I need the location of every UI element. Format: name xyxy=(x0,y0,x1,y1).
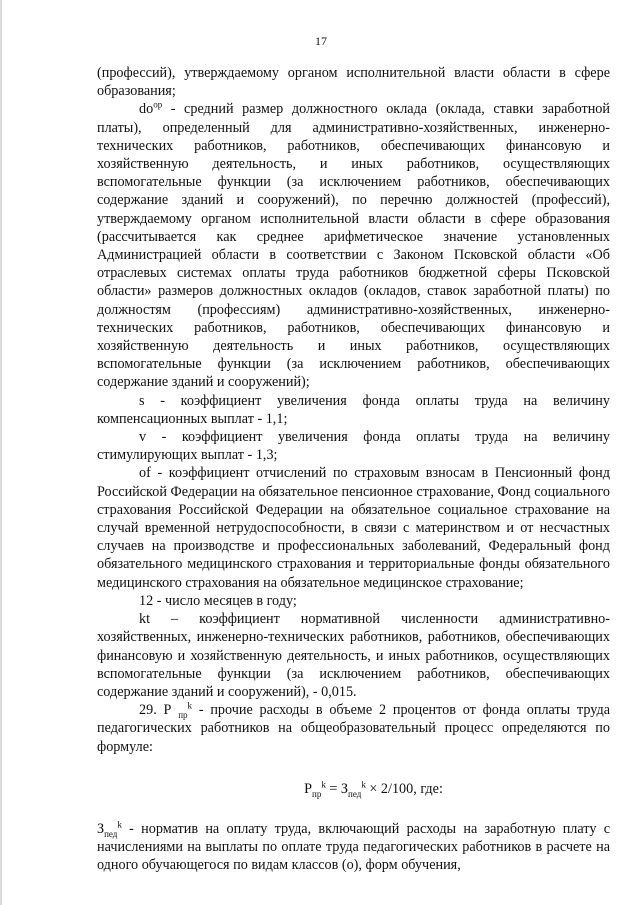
paragraph-text: s - коэффициент увеличения фонда оплаты труда на величину компенсационных выплат - 1,1; xyxy=(97,392,610,427)
paragraph-v xyxy=(97,428,610,464)
paragraph-s xyxy=(97,392,610,428)
paragraph-kt xyxy=(97,610,610,701)
paragraph-text: v - коэффициент увеличения фонда оплаты труда на величину стимулирующих выплат - 1,3; xyxy=(97,429,610,464)
page-number: 17 xyxy=(315,34,327,48)
formula-lhs-superscript: k xyxy=(321,778,326,789)
symbol-z: З xyxy=(97,820,105,837)
symbol-do: do xyxy=(139,101,154,118)
formula-eq: = З xyxy=(325,780,349,797)
symbol-z-superscript: k xyxy=(117,819,122,830)
formula-rhs-superscript: k xyxy=(361,778,366,789)
paragraph-text: - прочие расходы в объеме 2 процентов от фонда оплаты труда педагогических работников на общеобразовательный процесс определяются по формуле: xyxy=(97,702,610,755)
formula-rhs-subscript: пед xyxy=(348,788,362,799)
symbol-do-superscript: op xyxy=(153,99,163,110)
paragraph-text: of - коэффициент отчислений по страховым взносам в Пенсионный фонд Российской Федерации на обязательное пенсионное страхование, Фонд социального страхования Российской Федерации на обязательное социальное страхование на случай временной нетрудоспособности, в связи с материнством и от несчастных случаев на производстве и профессиональных заболеваний, Федеральный фонд обязательного медицинского страхования и территориальные фонды обязательного медицинского страхования на обязательное медицинское страхование; xyxy=(97,465,610,591)
symbol-subscript: пр xyxy=(178,709,188,720)
paragraph-29 xyxy=(97,701,610,756)
paragraph-z-ped xyxy=(97,820,610,875)
document-body xyxy=(97,64,610,875)
paragraph-prefix: 29. Р xyxy=(139,702,179,719)
paragraph-text: - средний размер должностного оклада (оклада, ставки заработной платы), определенный для административно-хозяйственных, инженерно-технических работников, работников, обеспечивающих финансовую и хозяйственную деятельность, и иных работников, осуществляющих вспомогательные функции (за исключением работников, обеспечивающих содержание зданий и сооружений), по перечню должностей (профессий), утверждаемому органом исполнительной власти области в сфере образования (рассчитывается как среднее арифметическое значение установленных Администрацией области в соответствии с Законом Псковской области «Об отраслевых системах оплаты труда работников бюджетной сферы Псковской области» размеров должностных окладов (окладов, ставок заработной платы) по должностям (профессиям) административно-хозяйственных, инженерно-технических работников, работников, обеспечивающих финансовую и хозяйственную деятельность и иных работников, осуществляющих вспомогательные функции (за исключением работников, обеспечивающих содержание зданий и сооружений); xyxy=(97,101,610,391)
paragraph-continuation xyxy=(97,64,610,100)
paragraph-12 xyxy=(97,592,610,610)
formula xyxy=(97,780,610,798)
symbol-superscript: k xyxy=(187,700,193,711)
formula-lhs-subscript: пр xyxy=(312,788,322,799)
symbol-z-subscript: пед xyxy=(104,828,118,839)
paragraph-text: kt – коэффициент нормативной численности административно-хозяйственных, инженерно-технических работников, работников, обеспечивающих финансовую и хозяйственную деятельность, и иных работников, осуществляющих вспомогательные функции (за исключением работников, обеспечивающих содержание зданий и сооружений), - 0,015. xyxy=(97,611,610,700)
paragraph-text: (профессий), утверждаемому органом исполнительной власти области в сфере образования; xyxy=(97,65,610,100)
paragraph-text: 12 - число месяцев в году; xyxy=(139,592,297,609)
paragraph-text: - норматив на оплату труда, включающий расходы на заработную плату с начислениями на выплаты по оплате труда педагогических работников в расчете на одного обучающегося по видам классов (о), форм обучения, xyxy=(97,820,610,874)
formula-tail: × 2/100, где: xyxy=(365,780,443,797)
paragraph-do-op xyxy=(97,100,610,391)
formula-lhs: Р xyxy=(304,780,312,797)
paragraph-of xyxy=(97,464,610,591)
